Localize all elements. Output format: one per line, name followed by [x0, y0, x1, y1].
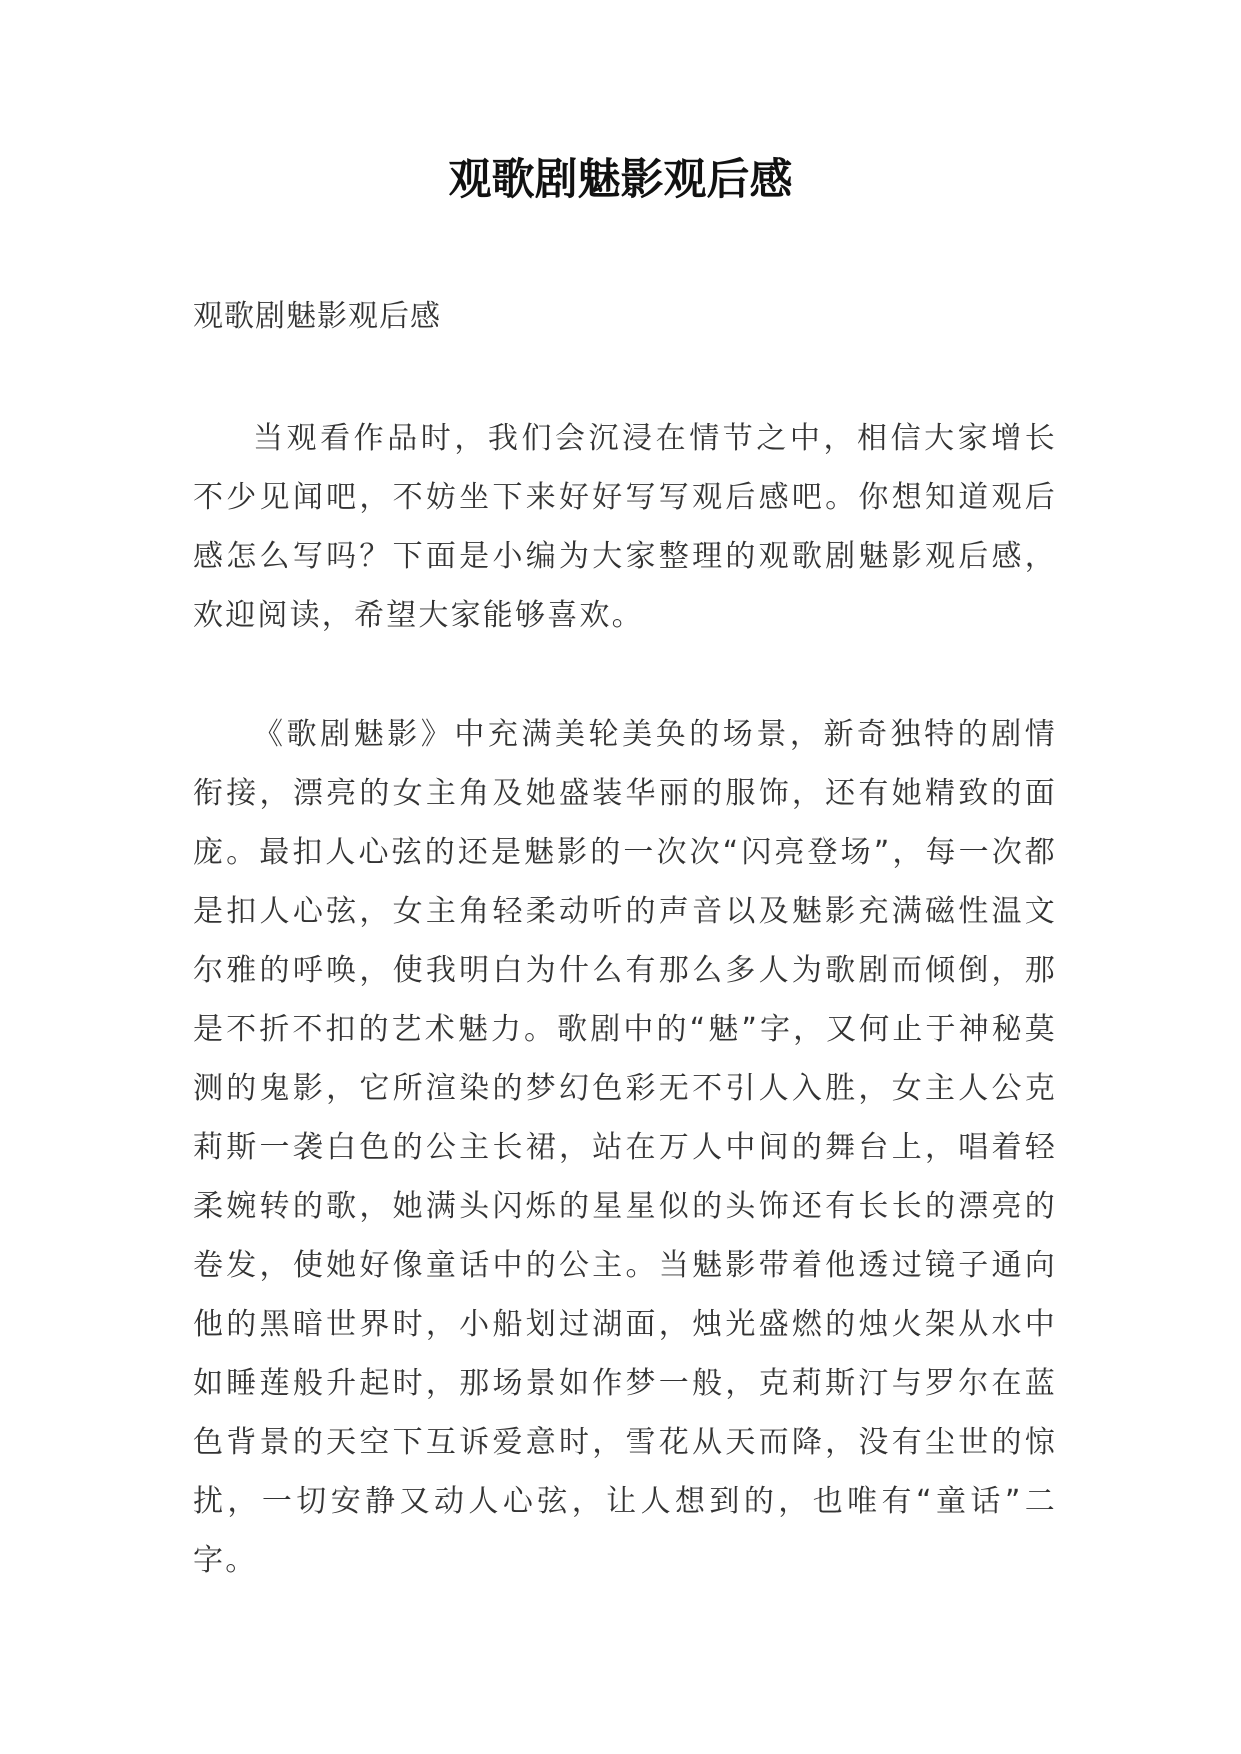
paragraph-intro: 当观看作品时，我们会沉浸在情节之中，相信大家增长不少见闻吧，不妨坐下来好好写写观后感吧。你想知道观后感怎么写吗？下面是小编为大家整理的观歌剧魅影观后感，欢迎阅读，希望大家能够喜欢。 — [193, 421, 1057, 633]
document-title: 观歌剧魅影观后感 — [448, 155, 793, 205]
paragraph-review: 《歌剧魅影》中充满美轮美奂的场景，新奇独特的剧情衔接，漂亮的女主角及她盛装华丽的服饰，还有她精致的面庞。最扣人心弦的还是魅影的一次次“闪亮登场”，每一次都是扣人心弦，女主角轻柔动听的声音以及魅影充满磁性温文尔雅的呼唤，使我明白为什么有那么多人为歌剧而倾倒，那是不折不扣的艺术魅力。歌剧中的“魅”字，又何止于神秘莫测的鬼影，它所渲染的梦幻色彩无不引人入胜，女主人公克莉斯一袭白色的公主长裙，站在万人中间的舞台上，唱着轻柔婉转的歌，她满头闪烁的星星似的头饰还有长长的漂亮的卷发，使她好像童话中的公主。当魅影带着他透过镜子通向他的黑暗世界时，小船划过湖面，烛光盛燃的烛火架从水中如睡莲般升起时，那场景如作梦一般，克莉斯汀与罗尔在蓝色背景的天空下互诉爱意时，雪花从天而降，没有尘世的惊扰，一切安静又动人心弦，让人想到的，也唯有“童话”二字。 — [193, 717, 1057, 1578]
document-body — [193, 287, 1057, 1590]
document-subheading: 观歌剧魅影观后感 — [193, 299, 441, 334]
